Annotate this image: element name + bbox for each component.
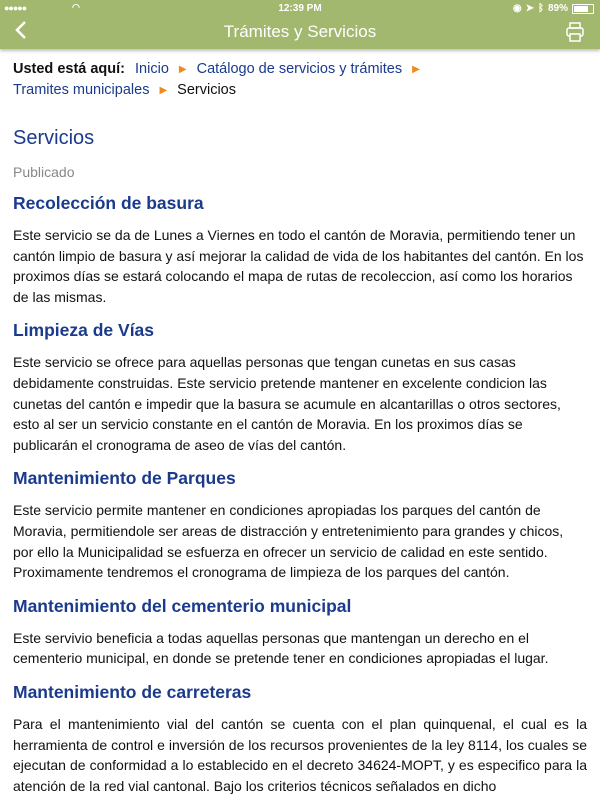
print-button[interactable]	[566, 22, 584, 47]
wifi-icon: ◠	[72, 2, 80, 12]
section-heading: Mantenimiento de Parques	[13, 468, 236, 489]
section-text: Este servicio se ofrece para aquellas personas que tengan cunetas en sus casas debidamente construidas. Este servicio pretende mantener en excelente condicion las cunetas del cantón e impedir que la basura se acumule en alcantarillas o otros sectores, esto al ser un servicio constante en el cantón de Moravia. En los proximos días se publicarán el cronograma de aseo de vías del cantón.	[13, 354, 561, 453]
section-text: Este servicio permite mantener en condiciones apropiadas los parques del cantón de Moravia, permitiendole ser areas de distracción y entretenimiento para grandes y chicos, por ello la Municipalidad se esfuerza en ofrecer un servicio de calidad en este sentido. Proximamente tendremos el cronograma de limpieza de los parques del cantón.	[13, 502, 564, 581]
orientation-lock-icon: ◉	[512, 3, 522, 14]
battery-icon	[572, 4, 594, 14]
breadcrumb	[0, 49, 600, 101]
section-heading: Recolección de basura	[13, 193, 204, 213]
page-title: Servicios	[13, 127, 95, 149]
breadcrumb-tramites[interactable]: Tramites municipales	[13, 82, 150, 98]
triangle-right-icon: ▶	[159, 85, 168, 96]
triangle-right-icon: ▶	[178, 64, 187, 75]
triangle-right-icon: ▶	[412, 64, 420, 75]
status-time: 12:39 PM	[278, 3, 322, 14]
section-heading: Mantenimiento de carreteras	[13, 681, 252, 702]
section-text: Para el mantenimiento vial del cantón se cuenta con el plan quinquenal, el cual es la herramienta de control e inversión de los recursos provenientes de la ley 8114, los cuales se ejecutan de conformidad a lo establecido en el decreto 34624-MOPT, y es especifico para la atención de la red vial cantonal. Bajo los criterios técnicos señalados en dicho	[13, 715, 587, 794]
publish-status: Publicado	[13, 164, 75, 180]
section-text: Este servicio se da de Lunes a Viernes en todo el cantón de Moravia, permitiendo tener un cantón limpio de basura y así mejorar la calidad de vida de los habitantes del cantón. En los proximos días se estará colocando el mapa de rutas de recoleccion, así como los horarios de las mismas.	[13, 227, 584, 305]
breadcrumb-inicio[interactable]: Inicio	[135, 61, 169, 77]
breadcrumb-label: Usted está aquí:	[13, 61, 125, 77]
printer-icon	[566, 22, 584, 42]
page-header-title: Trámites y Servicios	[223, 22, 377, 41]
bluetooth-icon: ᛒ	[537, 3, 544, 14]
app-header	[0, 0, 600, 49]
section-heading: Mantenimiento del cementerio municipal	[13, 595, 352, 616]
breadcrumb-catalogo[interactable]: Catálogo de servicios y trámites	[196, 61, 403, 77]
section-text: Este servivio beneficia a todas aquellas personas que mantengan un derecho en el cementerio municipal, en donde se pretende tener en condiciones apropiadas el lugar.	[13, 629, 549, 667]
breadcrumb-current: Servicios	[177, 82, 236, 98]
location-icon: ➤	[525, 3, 534, 14]
battery-percent: 89%	[547, 3, 568, 14]
signal-icon: ●●●●●	[4, 3, 27, 13]
status-bar	[0, 0, 600, 18]
section-heading: Limpieza de Vías	[13, 320, 155, 341]
